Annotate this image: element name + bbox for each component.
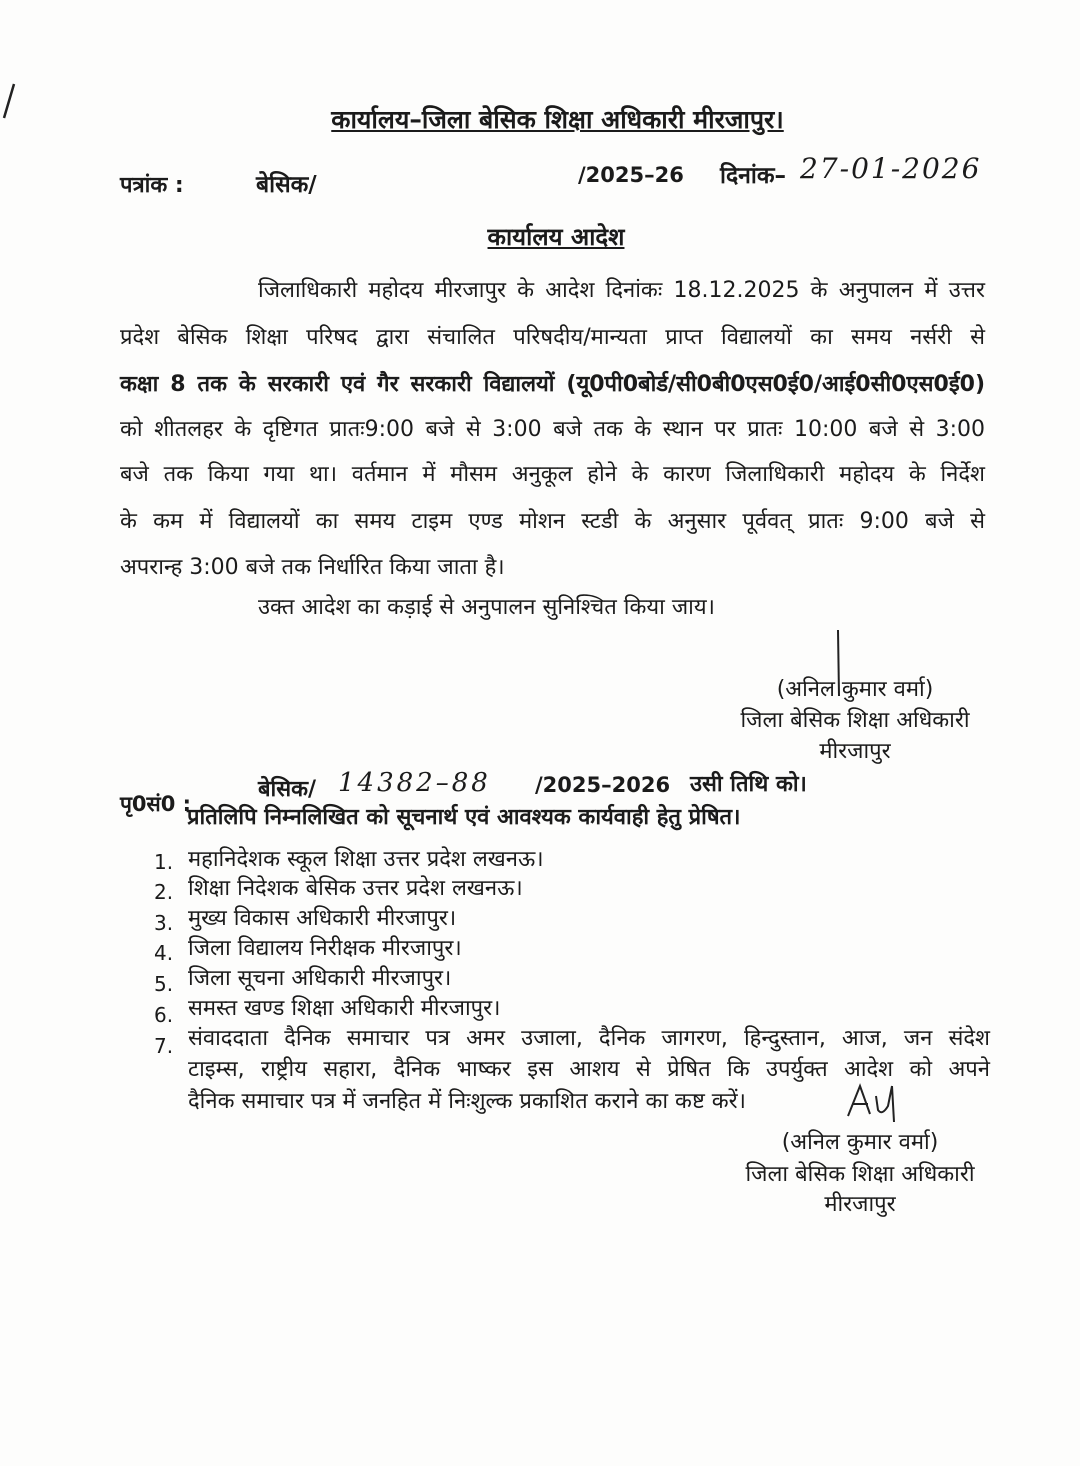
order-line-5: बजे तक किया गया था। वर्तमान में मौसम अनुकूल होने के कारण जिलाधिकारी महोदय के निर्देश: [120, 462, 985, 487]
copy-item-7-line-3: दैनिक समाचार पत्र में जनहित में निःशुल्क प्रकाशित कराने का कष्ट करें।: [188, 1089, 747, 1114]
copy-item-num-5: 5.: [154, 972, 174, 996]
date-label: दिनांक–: [720, 163, 787, 189]
order-title: कार्यालय आदेश: [487, 223, 625, 251]
copy-item-num-3: 3.: [154, 911, 174, 935]
copy-ref-dept: बेसिक/: [258, 777, 317, 802]
handwritten-date: 27-01-2026: [800, 152, 982, 185]
copy-item-num-2: 2.: [154, 880, 174, 904]
copy-ref-label: पृ0सं0 :: [120, 792, 192, 816]
copy-item-2: शिक्षा निदेशक बेसिक उत्तर प्रदेश लखनऊ।: [188, 876, 523, 901]
copy-intro: प्रतिलिपि निम्नलिखित को सूचनार्थ एवं आवश्यक कार्यवाही हेतु प्रेषित।: [187, 805, 741, 830]
copy-item-3: मुख्य विकास अधिकारी मीरजापुर।: [188, 906, 457, 931]
order-line-1: जिलाधिकारी महोदय मीरजापुर के आदेश दिनांकः 18.12.2025 के अनुपालन में उत्तर: [258, 278, 985, 303]
order-line-2: प्रदेश बेसिक शिक्षा परिषद द्वारा संचालित परिषदीय/मान्यता प्राप्त विद्यालयों का समय नर्सरी से: [120, 325, 985, 350]
signatory-place-2: मीरजापुर: [824, 1192, 896, 1217]
initials-signature: [842, 1066, 912, 1126]
copy-same-date: उसी तिथि को।: [690, 772, 807, 797]
office-title: कार्यालय–जिला बेसिक शिक्षा अधिकारी मीरजापुर।: [331, 105, 784, 134]
signatory-name-1: (अनिल कुमार वर्मा): [776, 677, 934, 702]
copy-item-num-6: 6.: [154, 1003, 174, 1027]
signatory-designation-1: जिला बेसिक शिक्षा अधिकारी: [740, 708, 970, 733]
copy-item-4: जिला विद्यालय निरीक्षक मीरजापुर।: [188, 936, 462, 961]
copy-item-5: जिला सूचना अधिकारी मीरजापुर।: [188, 966, 452, 991]
order-line-6: के कम में विद्यालयों का समय टाइम एण्ड मोशन स्टडी के अनुसार पूर्ववत् प्रातः 9:00 बजे से: [120, 509, 985, 534]
copy-item-num-4: 4.: [154, 941, 174, 965]
order-line-3: कक्षा 8 तक के सरकारी एवं गैर सरकारी विद्यालयों (यू0पी0बोर्ड/सी0बी0एस0ई0/आई0सी0एस0ई0): [120, 372, 985, 397]
copy-item-num-1: 1.: [154, 850, 174, 874]
reference-year: /2025–26: [578, 163, 684, 187]
copy-ref-number: 14382–88: [338, 768, 491, 798]
order-line-4: को शीतलहर के दृष्टिगत प्रातः9:00 बजे से 3:00 बजे तक के स्थान पर प्रातः 10:00 बजे से 3:00: [120, 417, 985, 442]
copy-item-7-line-1: संवाददाता दैनिक समाचार पत्र अमर उजाला, दैनिक जागरण, हिन्दुस्तान, आज, जन संदेश: [188, 1026, 990, 1051]
signatory-place-1: मीरजापुर: [819, 739, 891, 764]
copy-item-6: समस्त खण्ड शिक्षा अधिकारी मीरजापुर।: [188, 996, 501, 1021]
reference-dept: बेसिक/: [256, 172, 317, 198]
copy-item-num-7: 7.: [154, 1034, 174, 1058]
copy-ref-year: /2025–2026: [535, 773, 671, 797]
order-line-7: अपरान्ह 3:00 बजे तक निर्धारित किया जाता है।: [120, 555, 505, 580]
signatory-designation-2: जिला बेसिक शिक्षा अधिकारी: [745, 1162, 975, 1187]
copy-item-7-line-2: टाइम्स, राष्ट्रीय सहारा, दैनिक भाष्कर इस आशय से प्रेषित कि उपर्युक्त आदेश को अपने: [188, 1057, 990, 1082]
signatory-name-2: (अनिल कुमार वर्मा): [781, 1130, 939, 1155]
compliance-line: उक्त आदेश का कड़ाई से अनुपालन सुनिश्चित किया जाय।: [258, 595, 715, 620]
reference-label: पत्रांक :: [120, 173, 184, 198]
copy-item-1: महानिदेशक स्कूल शिक्षा उत्तर प्रदेश लखनऊ।: [188, 847, 544, 872]
